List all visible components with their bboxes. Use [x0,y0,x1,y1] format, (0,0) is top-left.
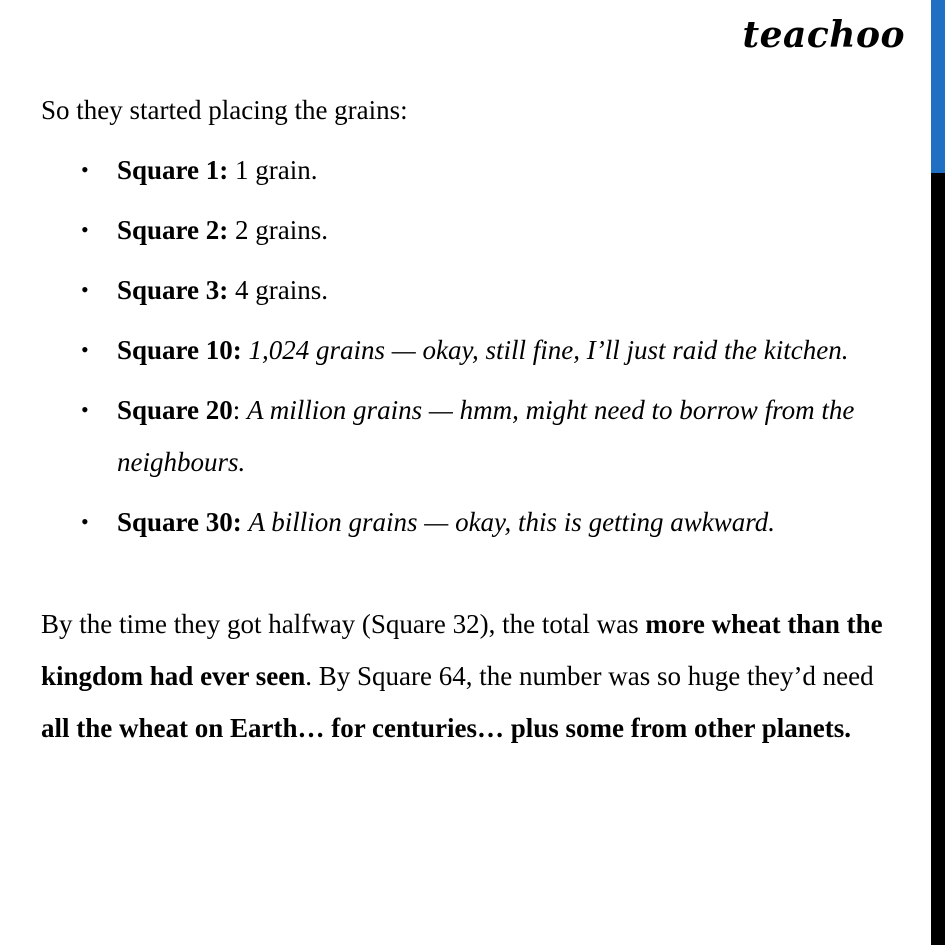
scrollbar-thumb[interactable] [931,0,945,173]
list-item [41,496,901,548]
list-item [41,204,901,256]
item-label: Square 3: [117,275,229,305]
scrollbar[interactable] [931,0,945,945]
emphasis-text: all the wheat on Earth… for centuries… plus some from other planets. [41,713,851,743]
item-text: 1 grain. [235,155,318,185]
item-label: Square 2: [117,215,229,245]
intro-text: So they started placing the grains: [41,95,408,125]
item-label: Square 30: [117,507,242,537]
item-label: Square 20 [117,395,233,425]
item-label: Square 1: [117,155,229,185]
item-label: Square 10: [117,335,242,365]
list-item: • Square 20: A million grains — hmm, might need to borrow from the neighbours. [41,384,901,488]
list-item [41,324,901,376]
emphasis-text: more wheat than the kingdom had ever seen [41,609,883,691]
conclusion-paragraph: By the time they got halfway (Square 32), the total was more wheat than the kingdom had ever seen. By Square 64, the number was so huge they’d need all the wheat on Earth… for centuries… plus some from other planets. [41,609,883,743]
item-text: 2 grains. [235,215,329,245]
teachoo-logo: teachoo [742,14,905,56]
page-content [41,84,901,754]
item-text: A billion grains — okay, this is getting awkward. [248,507,776,537]
list-item [41,264,901,316]
item-text: 1,024 grains — okay, still fine, I’ll just raid the kitchen. [248,335,849,365]
list-item [41,144,901,196]
item-text: 4 grains. [235,275,329,305]
bullet-list [41,144,901,548]
item-text: A million grains — hmm, might need to borrow from the neighbours. [117,395,855,477]
